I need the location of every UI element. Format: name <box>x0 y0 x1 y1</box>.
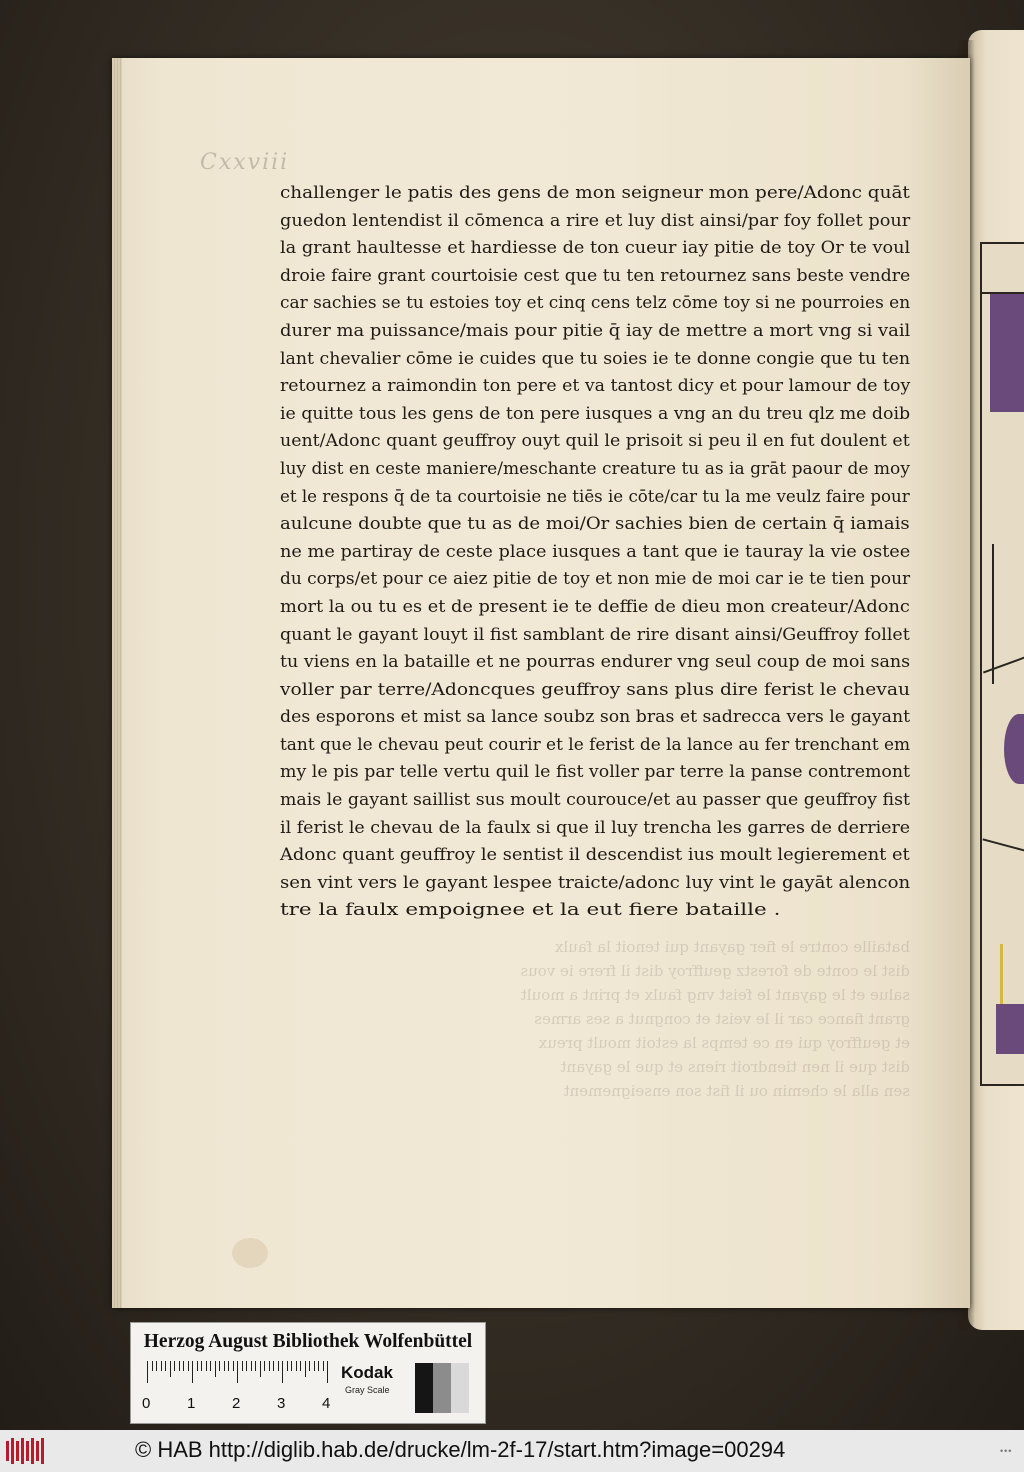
ruler-tick <box>156 1361 157 1371</box>
text-line: mort la ou tu es et de present ie te deffie de dieu mon createur/Adonc <box>280 596 910 617</box>
ruler-tick <box>206 1361 207 1371</box>
text-line: quant le gayant louyt il fist samblant de rire disant ainsi/Geuffroy follet <box>280 624 910 645</box>
ruler-tick <box>327 1361 328 1383</box>
footer-dots-icon: ••• <box>1000 1446 1013 1456</box>
ruler-tick <box>183 1361 184 1371</box>
logo-bar <box>11 1438 14 1464</box>
ruler-tick <box>192 1361 193 1383</box>
text-line: luy dist en ceste maniere/meschante creature tu as ia grāt paour de moy <box>280 458 910 479</box>
woodcut-illustration <box>980 242 1024 1086</box>
text-line: mais le gayant saillist sus moult courouce/et au passer que geuffroy fist <box>280 790 910 811</box>
woodcut-line <box>982 292 1024 294</box>
ruler-tick <box>237 1361 238 1383</box>
text-line: uent/Adonc quant geuffroy ouyt quil le prisoit si peu il en fut doulent et <box>280 431 910 452</box>
text-line: car sachies se tu estoies toy et cinq cens telz cōme toy si ne pourroies en <box>280 293 911 314</box>
logo-bar <box>31 1438 34 1464</box>
ruler-tick <box>260 1361 261 1377</box>
ruler-tick <box>318 1361 319 1371</box>
bleed-line: bataille contre le fier gayant qui tenoit la faulx <box>554 938 910 956</box>
bleed-through-text <box>290 935 910 1103</box>
ruler-tick <box>152 1361 153 1371</box>
text-line: ne me partiray de ceste place iusques a tant que ie tauray la vie ostee <box>280 541 911 562</box>
footer-bar <box>0 1430 1024 1472</box>
folio-number-ghost: Cxxviii <box>200 150 290 175</box>
ruler-tick <box>291 1361 292 1371</box>
woodcut-yellow-stroke <box>1000 944 1024 1004</box>
ruler-tick <box>170 1361 171 1377</box>
logo-bar <box>6 1441 9 1461</box>
ruler-tick <box>282 1361 283 1383</box>
text-line: tant que le chevau peut courir et le ferist de la lance au fer trenchant em <box>280 734 911 755</box>
ruler-number: 4 <box>322 1395 331 1412</box>
gray-swatches <box>407 1363 469 1413</box>
gray-swatch <box>415 1363 433 1413</box>
gray-scale-label: Gray Scale <box>345 1385 390 1395</box>
gray-swatch <box>407 1363 415 1413</box>
woodcut-line <box>982 838 1024 851</box>
paper-stain <box>232 1238 268 1268</box>
ruler-number: 1 <box>187 1395 196 1412</box>
bleed-line: sen alla le chemin ou il fist son enseignement <box>563 1082 910 1100</box>
institution-name: Herzog August Bibliothek Wolfenbüttel <box>143 1331 473 1352</box>
ruler-tick <box>273 1361 274 1371</box>
text-line: et le respons q̄ de ta courtoisie ne tiēs ie cōte/car tu la me veulz faire pour <box>280 486 910 507</box>
ruler-tick <box>255 1361 256 1371</box>
ruler-tick <box>314 1361 315 1371</box>
ruler-tick <box>300 1361 301 1371</box>
ruler-tick <box>179 1361 180 1371</box>
logo-bar <box>36 1441 39 1461</box>
ruler-number: 2 <box>232 1395 241 1412</box>
woodcut-purple-area <box>990 292 1024 412</box>
text-line: retournez a raimondin ton pere et va tantost dicy et pour lamour de toy <box>280 376 911 397</box>
text-line: sen vint vers le gayant lespee traicte/adonc luy vint le gayāt alencon <box>280 872 911 893</box>
text-line: guedon lentendist il cōmenca a rire et luy dist ainsi/par foy follet pour <box>280 210 911 231</box>
ruler-tick <box>264 1361 265 1371</box>
bleed-line: et geuffroy qui en ce temps la estoit moult preux <box>538 1034 910 1052</box>
ruler-tick <box>242 1361 243 1371</box>
ruler-tick <box>269 1361 270 1371</box>
text-line: tre la faulx empoignee et la eut fiere bataille . <box>280 900 781 921</box>
hab-logo-icon <box>6 1438 46 1464</box>
gray-swatch <box>451 1363 469 1413</box>
bleed-line: dist le conte de forestz geuffroy dist il frere ie vous <box>520 962 910 980</box>
text-line: Adonc quant geuffroy le sentist il descendist ius moult legierement et <box>280 845 910 866</box>
ruler-tick <box>147 1361 148 1383</box>
bleed-line: dist que il nen tiendroit riens et que le gayant <box>560 1058 910 1076</box>
ruler-tick <box>224 1361 225 1371</box>
gray-swatch <box>433 1363 451 1413</box>
text-line: lant chevalier cōme ie cuides que tu soies ie te donne congie que tu ten <box>280 348 911 369</box>
logo-bar <box>16 1441 19 1461</box>
ruler-tick <box>309 1361 310 1371</box>
ruler-tick <box>246 1361 247 1371</box>
text-line: durer ma puissance/mais pour pitie q̄ iay de mettre a mort vng si vail <box>280 320 911 341</box>
ruler-tick <box>161 1361 162 1371</box>
ruler-scale <box>137 1361 331 1419</box>
text-line: my le pis par telle vertu quil le fist voller par terre la panse contremont <box>280 762 911 783</box>
text-line: du corps/et pour ce aiez pitie de toy et non mie de moi car ie te tien pour <box>280 569 911 590</box>
text-line: des esporons et mist sa lance soubz son bras et sadrecca vers le gayant <box>280 707 911 728</box>
ruler-tick <box>278 1361 279 1371</box>
copyright-link[interactable]: © HAB http://diglib.hab.de/drucke/lm-2f-17/start.htm?image=00294 <box>135 1437 786 1462</box>
ruler-tick <box>197 1361 198 1371</box>
logo-bar <box>21 1438 24 1464</box>
logo-bar <box>41 1438 44 1464</box>
ruler-number: 0 <box>142 1395 151 1412</box>
ruler-tick <box>201 1361 202 1371</box>
ruler-tick <box>296 1361 297 1371</box>
text-line: challenger le patis des gens de mon seigneur mon pere/Adonc quāt <box>280 183 910 203</box>
ruler-number: 3 <box>277 1395 286 1412</box>
bleed-line: salue et le gayant le feist vng faulx et print a moult <box>520 986 910 1004</box>
bleed-line: grant fiance car il le veist et congnut a ses armes <box>534 1010 910 1028</box>
woodcut-purple-area <box>996 1004 1024 1054</box>
logo-bar <box>26 1441 29 1461</box>
color-calibration-card <box>130 1322 486 1424</box>
ruler-tick <box>251 1361 252 1371</box>
text-line: ie quitte tous les gens de ton pere iusques a vng an du treu qlz me doib <box>280 403 911 424</box>
ruler-tick <box>165 1361 166 1371</box>
ruler-tick <box>215 1361 216 1377</box>
text-line: droie faire grant courtoisie cest que tu ten retournez sans beste vendre <box>280 265 911 286</box>
woodcut-line <box>983 657 1024 674</box>
printed-text-block <box>280 180 930 925</box>
text-line: il ferist le chevau de la faulx si que il luy trencha les garres de derriere <box>280 817 911 838</box>
text-line: tu viens en la bataille et ne pourras endurer vng seul coup de moi sans <box>280 652 911 673</box>
ruler-tick <box>188 1361 189 1371</box>
kodak-brand: Kodak <box>341 1363 393 1382</box>
text-line: voller par terre/Adoncques geuffroy sans plus dire ferist le chevau <box>280 679 911 700</box>
ruler-tick <box>305 1361 306 1377</box>
ruler-tick <box>323 1361 324 1371</box>
text-line: la grant haultesse et hardiesse de ton cueur iay pitie de toy Or te voul <box>280 238 911 259</box>
woodcut-purple-area <box>1004 714 1024 784</box>
woodcut-line <box>992 544 994 684</box>
ruler-tick <box>219 1361 220 1371</box>
ruler-tick <box>210 1361 211 1371</box>
ruler-tick <box>174 1361 175 1371</box>
text-line: aulcune doubte que tu as de moi/Or sachies bien de certain q̄ iamais <box>280 514 910 535</box>
ruler-tick <box>233 1361 234 1371</box>
page-edge <box>112 58 122 1308</box>
ruler-tick <box>287 1361 288 1371</box>
ruler-tick <box>228 1361 229 1371</box>
